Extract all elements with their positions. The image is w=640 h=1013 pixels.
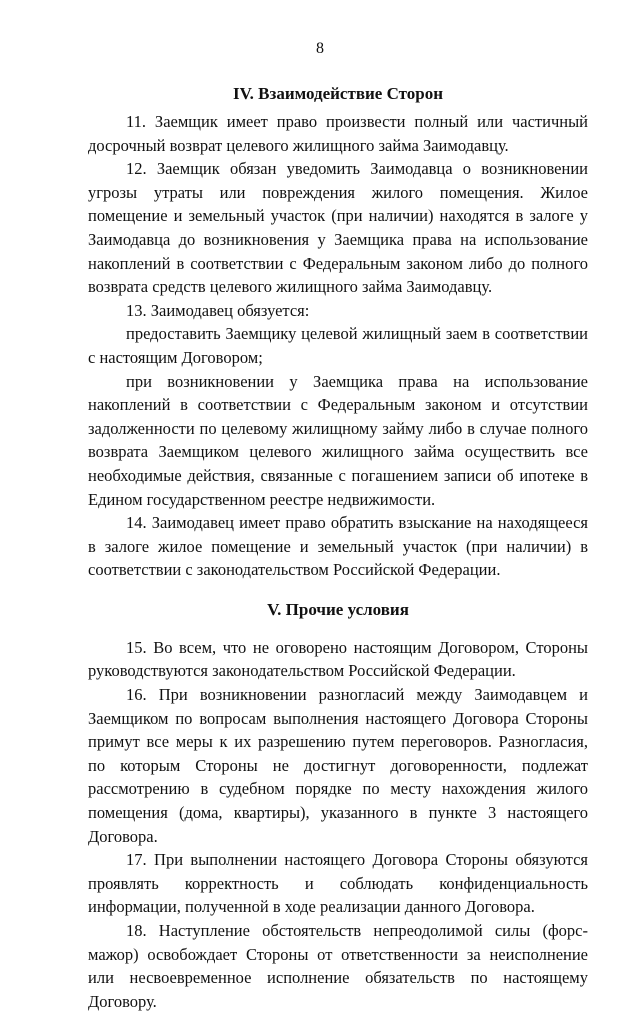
section-4-heading: IV. Взаимодействие Сторон — [232, 84, 444, 103]
clause-16: 16. При возникновении разногласий между Заимодавцем и Заемщиком по вопросам выполнения настоящего Договора Стороны примут все меры к их разрешению путем переговоров. Разногласия, по которым Стороны не достигнут договоренности, подлежат рассмотрению в судебном порядке по месту нахождения жилого помещения (дома, квартиры), указанного в пункте 3 настоящего Договора. — [88, 685, 588, 846]
section-5-heading: V. Прочие условия — [267, 599, 409, 619]
clause-14: 14. Заимодавец имеет право обратить взыскание на находящееся в залоге жилое помещение и земельный участок (при наличии) в соответствии с законодательством Российской Федерации. — [88, 513, 588, 580]
document-body — [88, 78, 588, 1013]
clause-13-item-2: при возникновении у Заемщика права на использование накоплений в соответствии с Федеральным законом и отсутствии задолженности по целевому жилищному займу либо в случае полного возврата Заемщиком целевого жилищного займа осуществить все необходимые действия, связанные с погашением записи об ипотеке в Едином государственном реестре недвижимости. — [88, 371, 588, 509]
clause-13-item-1: предоставить Заемщику целевой жилищный заем в соответствии с настоящим Договором; — [88, 324, 588, 367]
section-5-body — [88, 636, 588, 1013]
page-number: 8 — [316, 40, 324, 57]
clause-11: 11. Заемщик имеет право произвести полный или частичный досрочный возврат целевого жилищного займа Заимодавцу. — [88, 112, 588, 155]
section-4-body — [88, 110, 588, 582]
clause-12: 12. Заемщик обязан уведомить Заимодавца о возникновении угрозы утраты или повреждения жилого помещения. Жилое помещение и земельный участок (при наличии) находятся в залоге у Заимодавца до возникновения у Заемщика права на использование накоплений в соответствии с Федеральным законом либо до полного возврата средств целевого жилищного займа Заимодавцу. — [88, 159, 588, 297]
clause-17: 17. При выполнении настоящего Договора Стороны обязуются проявлять корректность и соблюдать конфиденциальность информации, полученной в ходе реализации данного Договора. — [88, 850, 588, 917]
clause-13: 13. Заимодавец обязуется: — [126, 300, 310, 320]
clause-15: 15. Во всем, что не оговорено настоящим Договором, Стороны руководствуются законодательством Российской Федерации. — [88, 637, 588, 681]
clause-18: 18. Наступление обстоятельств непреодолимой силы (форс-мажор) освобождает Стороны от ответственности за неисполнение или несвоевременное исполнение обязательств по настоящему Договору. — [88, 921, 588, 1011]
